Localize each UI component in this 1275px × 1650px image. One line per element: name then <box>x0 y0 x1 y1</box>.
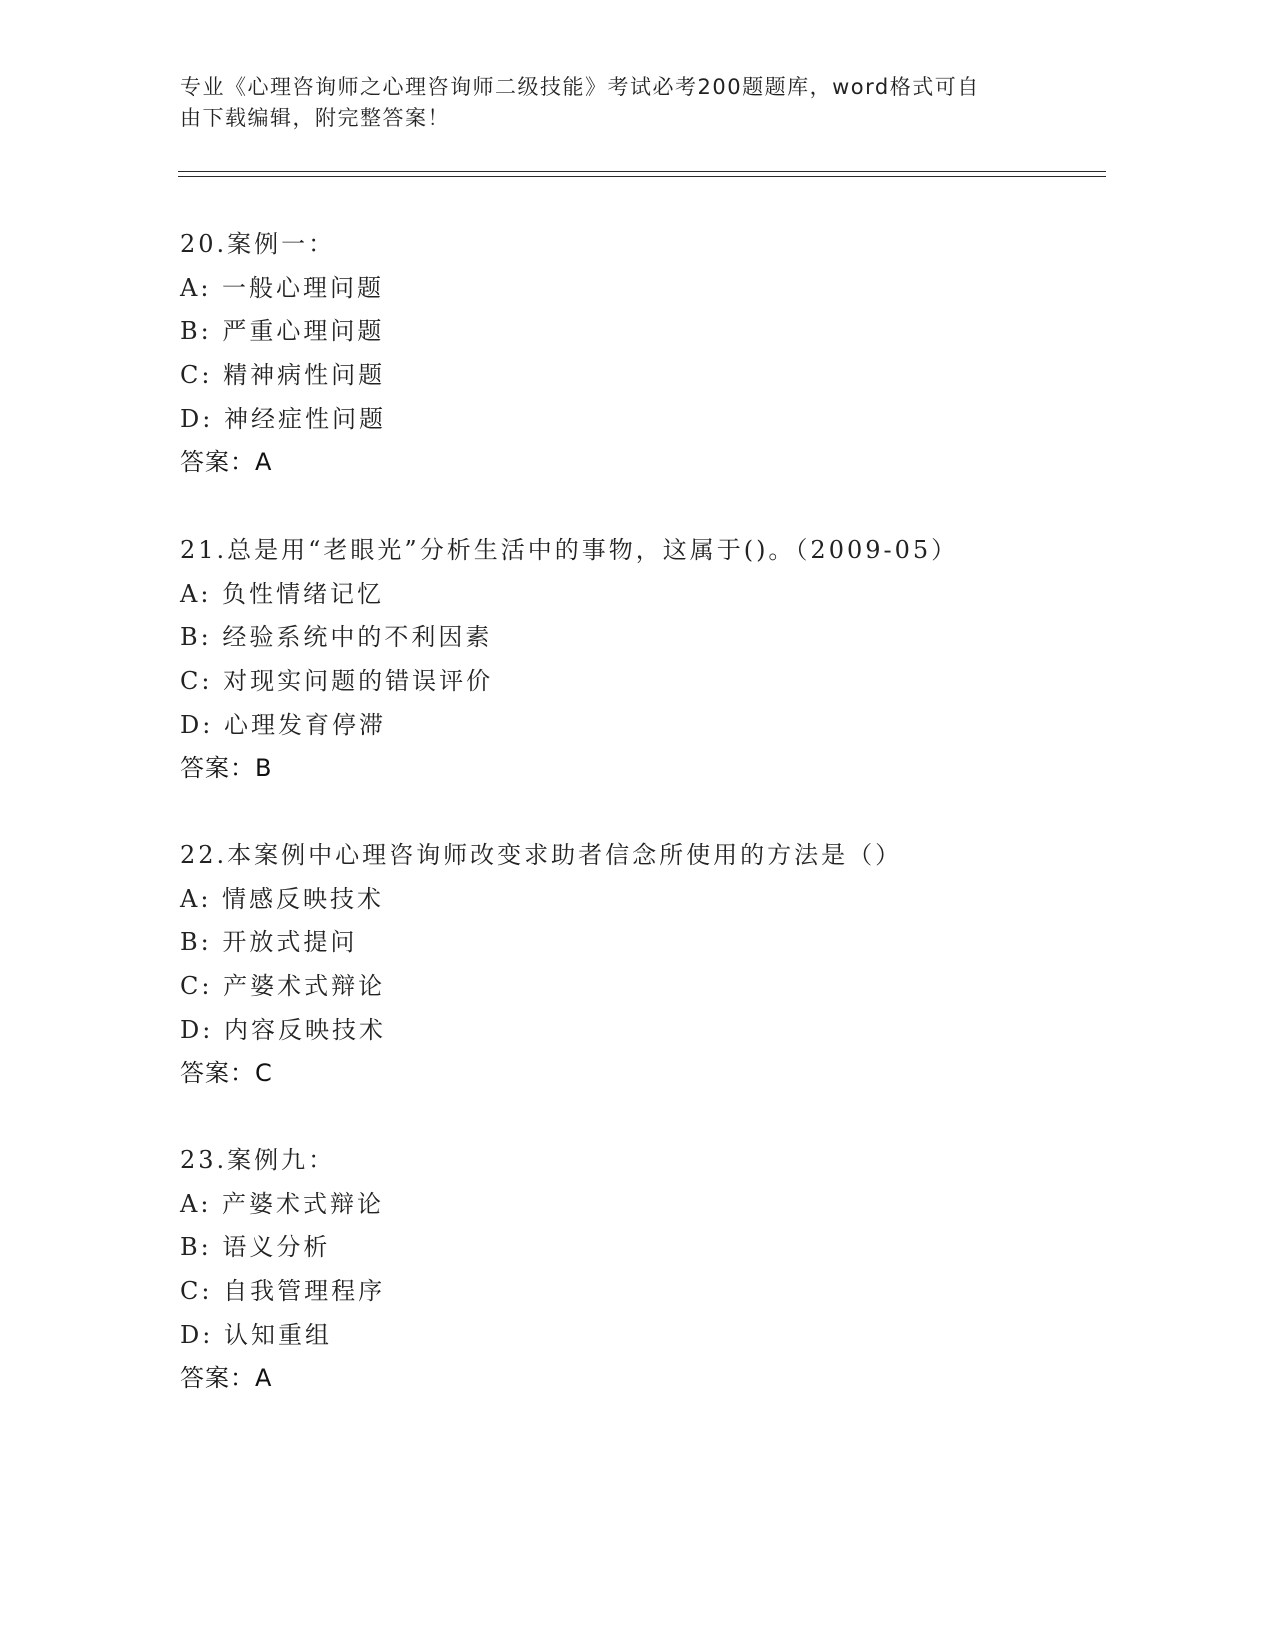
answer: 答案：A <box>180 1364 273 1393</box>
option-c: C: 产婆术式辩论 <box>180 972 386 1001</box>
question-stem: 21.总是用“老眼光”分析生活中的事物，这属于()。（2009-05） <box>180 536 959 564</box>
option-b: B: 语义分析 <box>180 1233 331 1262</box>
header-divider-top <box>178 171 1106 172</box>
question-22 <box>180 834 1180 1096</box>
option-d: D: 认知重组 <box>180 1320 332 1349</box>
question-20 <box>180 223 1180 485</box>
header-line-1: 专业《心理咨询师之心理咨询师二级技能》考试必考200题题库，word格式可自 <box>180 75 980 99</box>
option-d: D: 心理发育停滞 <box>180 710 386 739</box>
option-d: D: 神经症性问题 <box>180 404 386 433</box>
answer: 答案：B <box>180 754 273 783</box>
option-c: C: 对现实问题的错误评价 <box>180 667 494 696</box>
header-divider-bottom <box>178 176 1106 177</box>
option-a: A: 情感反映技术 <box>180 884 385 913</box>
answer: 答案：A <box>180 448 273 477</box>
option-c: C: 自我管理程序 <box>180 1277 386 1306</box>
question-21 <box>180 529 1180 791</box>
question-23 <box>180 1139 1180 1401</box>
option-b: B: 严重心理问题 <box>180 317 385 346</box>
question-stem: 23.案例九： <box>180 1146 336 1174</box>
option-a: A: 一般心理问题 <box>180 273 385 302</box>
question-stem: 20.案例一： <box>180 230 336 258</box>
document-header <box>180 72 1060 134</box>
option-b: B: 开放式提问 <box>180 928 358 957</box>
option-d: D: 内容反映技术 <box>180 1015 386 1044</box>
option-b: B: 经验系统中的不利因素 <box>180 623 493 652</box>
option-c: C: 精神病性问题 <box>180 361 386 390</box>
answer: 答案：C <box>180 1059 273 1088</box>
header-line-2: 由下载编辑，附完整答案！ <box>180 106 450 130</box>
option-a: A: 产婆术式辩论 <box>180 1189 385 1218</box>
option-a: A: 负性情绪记忆 <box>180 579 385 608</box>
question-stem: 22.本案例中心理咨询师改变求助者信念所使用的方法是（） <box>180 841 903 869</box>
